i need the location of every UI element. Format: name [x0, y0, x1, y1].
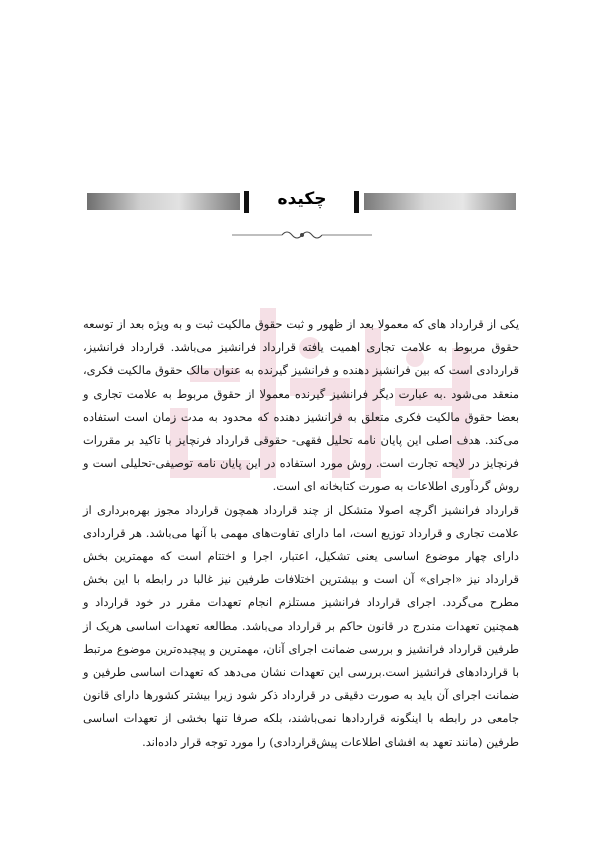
- heading-gradient-bar-right: [364, 193, 516, 210]
- heading-tick-left: [244, 191, 249, 213]
- abstract-paragraph: قرارداد فرانشیز اگرچه اصولا متشکل از چند قرارداد همچون قرارداد مجوز بهره‌برداری از علامت تجاری و قرارداد توزیع است، اما دارای تفاوت‌های مهمی با آنها می‌باشد. هر قراردادی دارای چهار موضوع اساسی یعنی تشکیل، اعتبار، اجرا و اختتام است که مهمترین بخش قرارداد نیز «اجرای» آن است و بیشترین اختلافات طرفین نیز غالبا در رابطه با این بخش مطرح می‌گردد. اجرای قرارداد فرانشیز مستلزم انجام تعهدات مقرر در خود قرارداد و همچنین تعهدات مندرج در قانون حاکم بر قرارداد می‌باشد. مطالعه تعهدات اساسی هریک از طرفین قرارداد فرانشیز و بررسی ضمانت اجرای آنان، مهمترین و پیچیده‌ترین موضوع مرتبط با قراردادهای فرانشیز است.بررسی این تعهدات نشان می‌دهد که تعهدات اساسی طرفین و ضمانت اجرای آن باید به صورت دقیقی در قرارداد ذکر شود زیرا بیشتر کشورها دارای قانون جامعی در رابطه با اینگونه قراردادها نمی‌باشند، بلکه صرفا تنها بخشی از تعهدات اساسی طرفین (مانند تعهد به افشای اطلاعات پیش‌قراردادی) را مورد توجه قرار داده‌اند.: [83, 502, 519, 749]
- abstract-paragraph: یکی از قرارداد های که معمولا بعد از ظهور و ثبت حقوق مالکیت ثبت و به ویژه بعد از توسعه حقوق مربوط به علامت تجاری اهمیت یافته قرارداد فرانشیز می‌باشد. قرارداد فرانشیز، قراردادی است که بین فرانشیز دهنده و فرانشیز گیرنده به عنوان مالک حقوق مالکیت فکری، منعقد می‌شود .به عبارت دیگر فرانشیز گیرنده معمولا از حقوق مربوط به علامت تجاری و بعضا حقوق مالکیت فکری متعلق به فرانشیز دهنده که محدود به مدت زمان است استفاده می‌کند. هدف اصلی این پایان نامه تحلیل فقهی- حقوقی قرارداد فرنچایز با تاکید بر مقررات فرنچایز در لایحه تجارت است. روش مورد استفاده در این پایان نامه توصیفی-تحلیلی است و روش گردآوری اطلاعات به صورت کتابخانه ای است.: [83, 317, 519, 494]
- abstract-body: [83, 313, 519, 754]
- heading-tick-right: [354, 191, 359, 213]
- heading-gradient-bar-left: [87, 193, 240, 210]
- section-heading: [87, 191, 516, 213]
- page-title: چکیده: [277, 189, 327, 209]
- ornament-divider-icon: [232, 228, 372, 242]
